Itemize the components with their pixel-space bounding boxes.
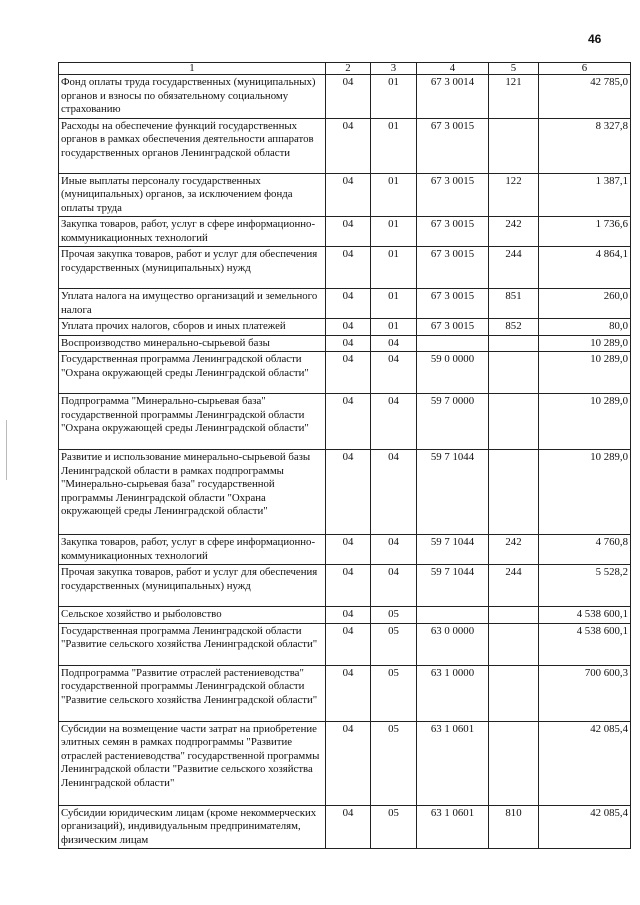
row-section: 04: [326, 118, 371, 173]
row-section: 04: [326, 721, 371, 805]
row-section: 04: [326, 173, 371, 217]
row-target-code: 63 1 0601: [417, 721, 489, 805]
row-subsection: 05: [371, 665, 417, 721]
row-expense-type: 242: [489, 217, 539, 247]
row-expense-type: 121: [489, 75, 539, 119]
row-target-code: 67 3 0015: [417, 173, 489, 217]
table-row: [59, 319, 631, 336]
row-target-code: 59 7 1044: [417, 535, 489, 565]
row-name: Государственная программа Ленинградской области "Охрана окружающей среды Ленинградской области": [59, 352, 326, 394]
table-row: [59, 75, 631, 119]
row-sum: 10 289,0: [539, 335, 631, 352]
table-row: [59, 721, 631, 805]
row-sum: 4 538 600,1: [539, 623, 631, 665]
row-subsection: 04: [371, 450, 417, 535]
row-name: Прочая закупка товаров, работ и услуг для обеспечения государственных (муниципальных) нужд: [59, 565, 326, 607]
row-sum: 5 528,2: [539, 565, 631, 607]
page-number: 46: [588, 32, 602, 46]
row-sum: 1 387,1: [539, 173, 631, 217]
row-subsection: 01: [371, 173, 417, 217]
row-expense-type: 851: [489, 289, 539, 319]
row-name: Субсидии юридическим лицам (кроме некоммерческих организаций), индивидуальным предпринимателям, физическим лицам: [59, 805, 326, 849]
table-row: [59, 173, 631, 217]
row-section: 04: [326, 665, 371, 721]
row-section: 04: [326, 623, 371, 665]
row-target-code: 63 1 0000: [417, 665, 489, 721]
row-section: 04: [326, 319, 371, 336]
row-name: Субсидии на возмещение части затрат на приобретение элитных семян в рамках подпрограммы "Развитие отраслей растениеводства" государственной программы Ленинградской области "Развитие сельского хозяйства Ленинградской области": [59, 721, 326, 805]
row-target-code: 59 0 0000: [417, 352, 489, 394]
row-expense-type: [489, 450, 539, 535]
row-target-code: 59 7 0000: [417, 394, 489, 450]
row-target-code: [417, 607, 489, 624]
table-row: [59, 247, 631, 289]
header-row: [59, 63, 631, 75]
row-expense-type: [489, 352, 539, 394]
table-row: [59, 623, 631, 665]
table-row: [59, 217, 631, 247]
header-cell: 3: [371, 63, 417, 75]
row-section: 04: [326, 607, 371, 624]
row-sum: 10 289,0: [539, 450, 631, 535]
row-target-code: [417, 335, 489, 352]
row-sum: 10 289,0: [539, 352, 631, 394]
row-sum: 1 736,6: [539, 217, 631, 247]
row-name: Закупка товаров, работ, услуг в сфере информационно-коммуникационных технологий: [59, 535, 326, 565]
row-sum: 700 600,3: [539, 665, 631, 721]
row-expense-type: [489, 665, 539, 721]
row-section: 04: [326, 805, 371, 849]
row-name: Иные выплаты персоналу государственных (муниципальных) органов, за исключением фонда оплаты труда: [59, 173, 326, 217]
table-row: [59, 118, 631, 173]
row-name: Уплата налога на имущество организаций и земельного налога: [59, 289, 326, 319]
row-sum: 10 289,0: [539, 394, 631, 450]
row-sum: 42 085,4: [539, 805, 631, 849]
row-subsection: 05: [371, 607, 417, 624]
row-expense-type: [489, 607, 539, 624]
header-cell: 2: [326, 63, 371, 75]
row-target-code: 59 7 1044: [417, 565, 489, 607]
row-section: 04: [326, 394, 371, 450]
row-section: 04: [326, 289, 371, 319]
row-section: 04: [326, 535, 371, 565]
row-expense-type: [489, 623, 539, 665]
row-target-code: 67 3 0015: [417, 247, 489, 289]
row-expense-type: 244: [489, 247, 539, 289]
row-sum: 260,0: [539, 289, 631, 319]
row-expense-type: 122: [489, 173, 539, 217]
table-row: [59, 665, 631, 721]
row-section: 04: [326, 450, 371, 535]
header-cell: 6: [539, 63, 631, 75]
row-section: 04: [326, 217, 371, 247]
budget-table: [58, 62, 631, 849]
row-name: Подпрограмма "Минерально-сырьевая база" государственной программы Ленинградской области "Охрана окружающей среды Ленинградской области": [59, 394, 326, 450]
table-row: [59, 805, 631, 849]
row-name: Уплата прочих налогов, сборов и иных платежей: [59, 319, 326, 336]
row-name: Сельское хозяйство и рыболовство: [59, 607, 326, 624]
row-subsection: 04: [371, 535, 417, 565]
row-sum: 8 327,8: [539, 118, 631, 173]
row-section: 04: [326, 247, 371, 289]
row-name: Закупка товаров, работ, услуг в сфере информационно-коммуникационных технологий: [59, 217, 326, 247]
row-section: 04: [326, 352, 371, 394]
row-subsection: 01: [371, 75, 417, 119]
row-subsection: 05: [371, 721, 417, 805]
row-sum: 4 864,1: [539, 247, 631, 289]
header-cell: 5: [489, 63, 539, 75]
row-subsection: 04: [371, 565, 417, 607]
table-row: [59, 352, 631, 394]
row-subsection: 01: [371, 319, 417, 336]
row-subsection: 01: [371, 217, 417, 247]
table-row: [59, 335, 631, 352]
row-sum: 4 538 600,1: [539, 607, 631, 624]
table-row: [59, 565, 631, 607]
row-subsection: 01: [371, 247, 417, 289]
table-row: [59, 535, 631, 565]
row-name: Подпрограмма "Развитие отраслей растениеводства" государственной программы Ленинградской области "Развитие сельского хозяйства Ленинградской области": [59, 665, 326, 721]
row-sum: 4 760,8: [539, 535, 631, 565]
row-expense-type: [489, 118, 539, 173]
row-target-code: 67 3 0015: [417, 217, 489, 247]
row-target-code: 59 7 1044: [417, 450, 489, 535]
row-subsection: 01: [371, 118, 417, 173]
row-subsection: 05: [371, 805, 417, 849]
row-expense-type: 244: [489, 565, 539, 607]
row-expense-type: [489, 335, 539, 352]
row-target-code: 63 0 0000: [417, 623, 489, 665]
row-section: 04: [326, 335, 371, 352]
row-target-code: 63 1 0601: [417, 805, 489, 849]
row-name: Прочая закупка товаров, работ и услуг для обеспечения государственных (муниципальных) нужд: [59, 247, 326, 289]
header-cell: 1: [59, 63, 326, 75]
row-target-code: 67 3 0015: [417, 289, 489, 319]
row-subsection: 05: [371, 623, 417, 665]
row-section: 04: [326, 565, 371, 607]
row-expense-type: 810: [489, 805, 539, 849]
row-sum: 42 785,0: [539, 75, 631, 119]
row-name: Воспроизводство минерально-сырьевой базы: [59, 335, 326, 352]
row-expense-type: [489, 394, 539, 450]
row-target-code: 67 3 0014: [417, 75, 489, 119]
table-row: [59, 450, 631, 535]
table-row: [59, 394, 631, 450]
row-name: Фонд оплаты труда государственных (муниципальных) органов и взносы по обязательному социальному страхованию: [59, 75, 326, 119]
row-sum: 80,0: [539, 319, 631, 336]
row-target-code: 67 3 0015: [417, 118, 489, 173]
row-name: Развитие и использование минерально-сырьевой базы Ленинградской области в рамках подпрограммы "Минерально-сырьевая база" государственной программы Ленинградской области "Охрана окружающей среды Ленинградской области": [59, 450, 326, 535]
row-subsection: 04: [371, 394, 417, 450]
table-row: [59, 289, 631, 319]
row-expense-type: 242: [489, 535, 539, 565]
row-expense-type: [489, 721, 539, 805]
row-sum: 42 085,4: [539, 721, 631, 805]
row-section: 04: [326, 75, 371, 119]
row-target-code: 67 3 0015: [417, 319, 489, 336]
row-name: Государственная программа Ленинградской области "Развитие сельского хозяйства Ленинградской области": [59, 623, 326, 665]
row-name: Расходы на обеспечение функций государственных органов в рамках обеспечения деятельности аппаратов государственных органов Ленинградской области: [59, 118, 326, 173]
header-cell: 4: [417, 63, 489, 75]
row-subsection: 01: [371, 289, 417, 319]
row-expense-type: 852: [489, 319, 539, 336]
row-subsection: 04: [371, 352, 417, 394]
row-subsection: 04: [371, 335, 417, 352]
table-row: [59, 607, 631, 624]
scan-edge-mark: [6, 420, 7, 480]
